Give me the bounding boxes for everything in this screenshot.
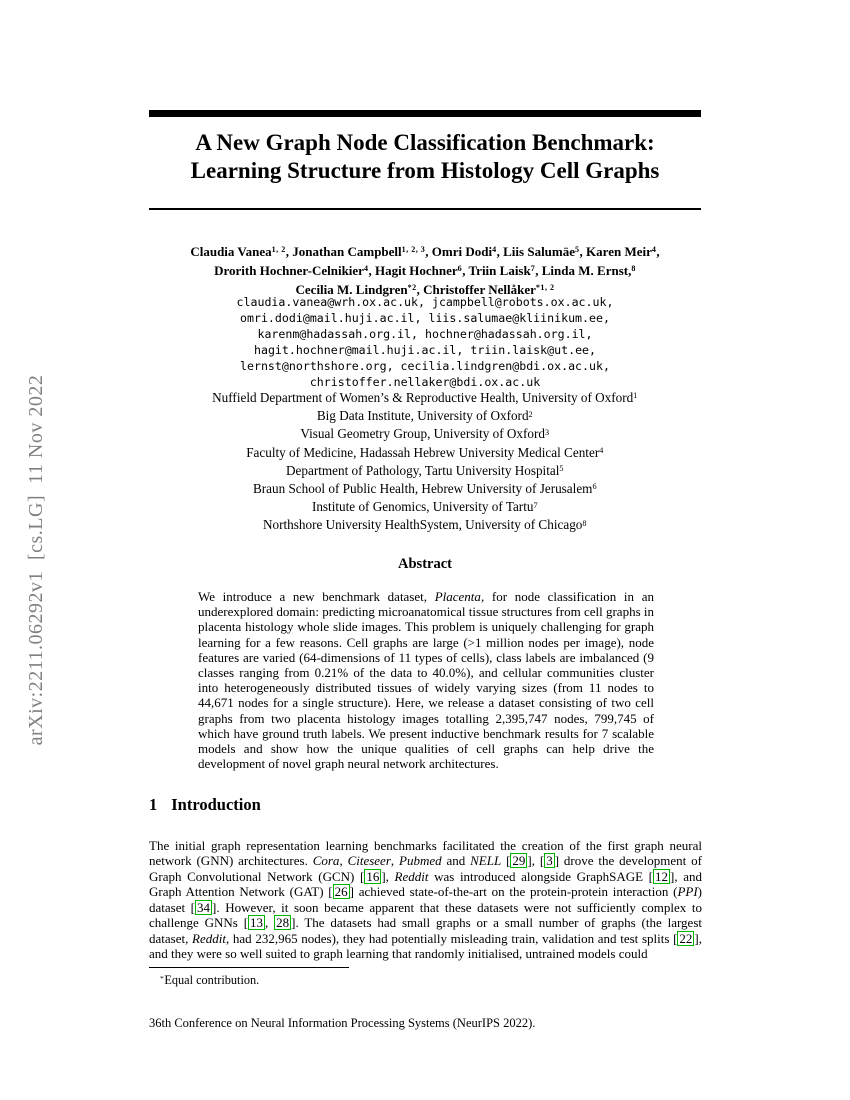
author-line xyxy=(149,243,701,262)
text-segment: Pubmed xyxy=(399,853,442,869)
equal-contribution-footnote xyxy=(160,973,700,988)
superscript-marker: 4 xyxy=(363,264,369,274)
text-segment: , xyxy=(265,915,275,931)
text-segment: Nuffield Department of Women’s & Reproductive Health, University of Oxford xyxy=(212,390,634,405)
text-segment: , Omri Dodi xyxy=(425,244,493,259)
superscript-marker: 7 xyxy=(530,264,536,274)
text-segment: Braun School of Public Health, Hebrew University of Jerusalem xyxy=(252,481,593,497)
superscript-marker: 7 xyxy=(533,500,539,510)
email-line: lernst@northshore.org, cecilia.lindgren@bdi.ox.ac.uk, xyxy=(240,359,610,373)
text-segment: ], xyxy=(381,868,395,884)
introduction-body xyxy=(149,838,702,962)
affiliation-line xyxy=(149,499,701,517)
paper-title-line1: A New Graph Node Classification Benchmark: xyxy=(195,130,655,155)
text-segment: ] drove the development of Graph Convolutional Network (GCN) [ xyxy=(149,853,702,884)
text-segment: Northshore University HealthSystem, University of Chicago xyxy=(263,517,583,533)
superscript-marker: 6 xyxy=(457,264,463,274)
text-segment: ] achieved state-of-the-art on the protein-protein interaction ( xyxy=(349,884,678,900)
superscript-marker: 4 xyxy=(599,445,604,455)
section-title: Introduction xyxy=(171,795,261,814)
text-segment: Placenta xyxy=(434,589,481,604)
superscript-marker: 4 xyxy=(492,245,497,255)
title-rule xyxy=(149,208,701,210)
email-line: omri.dodi@mail.huji.ac.il, liis.salumae@kliinikum.ee, xyxy=(240,311,610,325)
citation-link[interactable]: 12 xyxy=(655,868,668,884)
text-segment: Reddit xyxy=(394,868,429,884)
superscript-marker: 1 xyxy=(633,391,638,401)
text-segment: Institute of Genomics, University of Tartu xyxy=(311,499,534,515)
email-line: claudia.vanea@wrh.ox.ac.uk, jcampbell@robots.ox.ac.uk, xyxy=(236,295,614,309)
superscript-marker: 2 xyxy=(528,409,534,419)
paper-title xyxy=(149,129,701,185)
text-segment: Drorith Hochner-Celnikier xyxy=(214,263,364,278)
superscript-marker: 4 xyxy=(651,245,657,255)
affiliation-line xyxy=(149,408,701,426)
superscript-marker: 8 xyxy=(582,518,587,528)
text-segment: , Christoffer Nellåker xyxy=(416,282,536,297)
text-segment: [ xyxy=(501,853,511,869)
text-segment: ]. The datasets had small graphs or a small number of graphs (the largest dataset, xyxy=(149,915,702,946)
footnote-rule xyxy=(149,967,349,968)
text-segment: ], [ xyxy=(527,853,545,869)
affiliation-line xyxy=(149,445,701,463)
conference-footer: 36th Conference on Neural Information Processing Systems (NeurIPS 2022). xyxy=(149,1016,536,1030)
superscript-marker: 5 xyxy=(559,464,564,474)
text-segment: , xyxy=(656,244,660,259)
author-block xyxy=(149,243,701,300)
text-segment: ], and Graph Attention Network (GAT) [ xyxy=(149,868,702,900)
superscript-marker: 1, 2 xyxy=(271,245,286,255)
text-segment: , xyxy=(339,853,348,869)
superscript-marker: 1, 2, 3 xyxy=(401,245,426,255)
text-segment: , Triin Laisk xyxy=(462,263,531,278)
text-segment: PPI xyxy=(677,884,698,900)
text-segment: Claudia Vanea xyxy=(190,244,272,259)
text-segment: Equal contribution. xyxy=(164,973,260,987)
text-segment: We introduce a new benchmark dataset, xyxy=(198,589,435,604)
affiliation-line xyxy=(149,426,701,444)
text-segment: , had 232,965 nodes), they had potentially misleading train, validation and test splits [ xyxy=(225,930,678,946)
text-segment: ], and they were so well suited to graph learning that randomly initialised, untrained models could xyxy=(149,930,702,962)
text-segment: , Linda M. Ernst, xyxy=(535,263,632,278)
citation-link[interactable]: 29 xyxy=(512,853,526,869)
text-segment: ]. However, it soon became apparent that these datasets were not sufficiently complex to challenge GNNs [ xyxy=(149,899,702,931)
abstract-body xyxy=(198,589,654,771)
superscript-marker: * xyxy=(160,973,165,983)
text-segment: , for node classification in an underexplored domain: predicting microanatomical tissue structures from cell graphs in placenta histology whole slide images. This problem is uniquely challenging for graph learning for a few reasons. Cell graphs are large (>1 million nodes per image), node features are varied (64-dimensions of 11 types of cells), class labels are imbalanced (9 classes ranging from 0.21% of the data to 40.0%), and cellular communities cluster into heterogeneously distributed tissues of widely varying sizes (from 11 nodes to 44,671 nodes for a single structure). Here, we release a dataset consisting of two cell graphs from two placenta histology images totalling 2,395,747 nodes, 799,745 of which have ground truth labels. We present inductive benchmark results for 7 scalable models and show how the unique qualities of cell graphs can help drive the development of novel graph neural network architectures. xyxy=(198,589,654,772)
introduction-paragraph xyxy=(149,838,702,962)
text-segment: , Jonathan Campbell xyxy=(285,244,402,259)
email-block xyxy=(149,294,701,390)
citation-link[interactable]: 26 xyxy=(334,884,348,900)
text-segment: and xyxy=(441,853,471,869)
affiliation-block xyxy=(149,390,701,536)
text-segment: Faculty of Medicine, Hadassah Hebrew University Medical Center xyxy=(246,444,600,460)
text-segment: , xyxy=(390,853,400,869)
affiliation-line xyxy=(149,463,701,481)
text-segment: Cora xyxy=(312,853,340,869)
superscript-marker: 6 xyxy=(592,482,598,492)
citation-link[interactable]: 16 xyxy=(366,868,380,884)
title-top-bar xyxy=(149,110,701,117)
author-line xyxy=(149,262,701,281)
email-line: karenm@hadassah.org.il, hochner@hadassah.org.il, xyxy=(257,327,593,341)
paper-title-line2: Learning Structure from Histology Cell Graphs xyxy=(190,158,660,183)
affiliation-line xyxy=(149,517,701,535)
text-segment: Department of Pathology, Tartu University Hospital xyxy=(286,462,560,478)
abstract-paragraph xyxy=(198,589,654,771)
text-segment: was introduced alongside GraphSAGE [ xyxy=(428,868,653,884)
superscript-marker: 8 xyxy=(631,264,636,274)
text-segment: Citeseer xyxy=(347,853,391,869)
text-segment: Visual Geometry Group, University of Oxford xyxy=(300,426,545,442)
abstract-heading: Abstract xyxy=(398,556,452,572)
arxiv-watermark: arXiv:2211.06292v1 [cs.LG] 11 Nov 2022 xyxy=(25,374,47,746)
superscript-marker: *2 xyxy=(407,283,417,293)
text-segment: Big Data Institute, University of Oxford xyxy=(316,408,529,424)
section-heading-introduction xyxy=(149,795,701,815)
text-segment: , Liis Salumäe xyxy=(496,244,576,259)
email-line: christoffer.nellaker@bdi.ox.ac.uk xyxy=(309,375,541,389)
citation-link[interactable]: 22 xyxy=(679,930,693,946)
superscript-marker: 5 xyxy=(575,245,580,255)
text-segment: Cecilia M. Lindgren xyxy=(295,282,408,297)
citation-link[interactable]: 3 xyxy=(546,853,553,869)
text-segment: ) dataset [ xyxy=(149,884,702,915)
text-segment: , Hagit Hochner xyxy=(368,263,458,278)
text-segment: Reddit xyxy=(192,930,226,946)
citation-link[interactable]: 13 xyxy=(250,915,264,931)
citation-link[interactable]: 28 xyxy=(276,915,290,931)
text-segment: The initial graph representation learning benchmarks facilitated the creation of the first graph neural network (GNN) architectures. xyxy=(149,838,702,869)
citation-link[interactable]: 34 xyxy=(197,899,211,915)
text-segment: NELL xyxy=(470,853,502,869)
superscript-marker: *1, 2 xyxy=(535,283,555,293)
superscript-marker: 3 xyxy=(545,427,550,437)
email-line: hagit.hochner@mail.huji.ac.il, triin.laisk@ut.ee, xyxy=(253,343,597,357)
affiliation-line xyxy=(149,481,701,499)
section-number: 1 xyxy=(149,795,158,814)
text-segment: , Karen Meir xyxy=(579,244,652,259)
affiliation-line xyxy=(149,390,701,408)
